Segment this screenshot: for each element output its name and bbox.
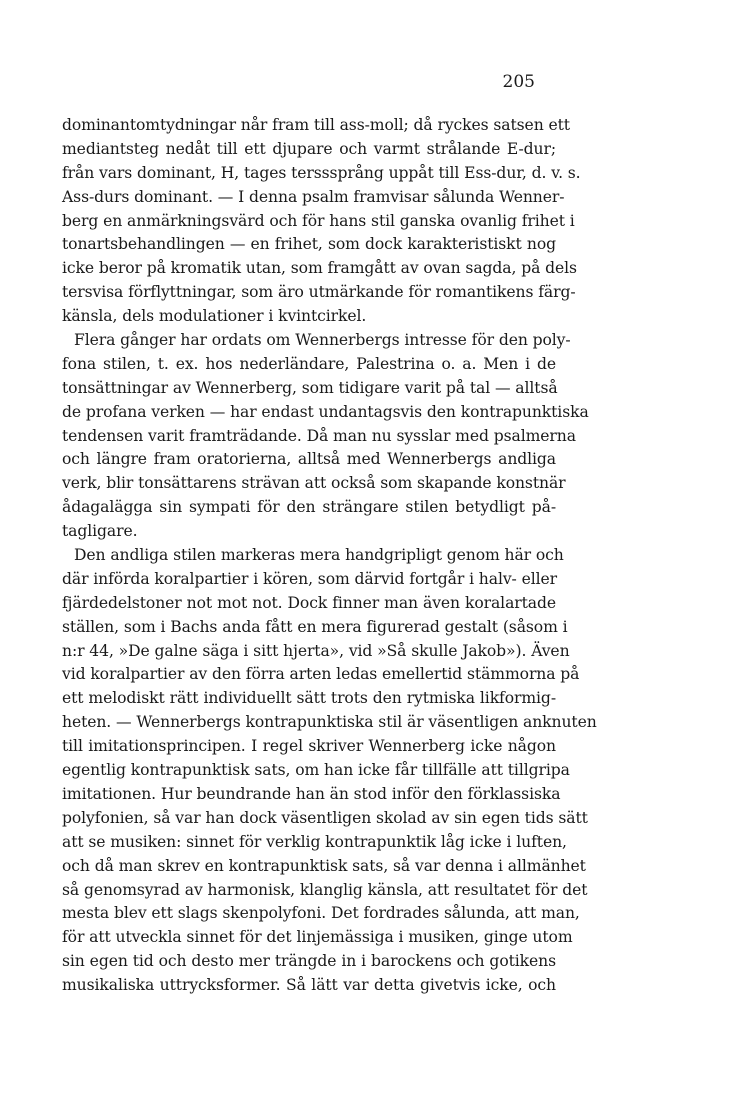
text-line: från vars dominant, H, tages tersssprång uppåt till Ess-dur, d. v. s. [62, 163, 581, 182]
text-line: Den andliga stilen markeras mera handgripligt genom här och [74, 546, 564, 565]
text-line: ådagalägga sin sympati för den strängare stilen betydligt på- [62, 498, 556, 517]
text-line: tonartsbehandlingen — en frihet, som dock karakteristiskt nog [62, 235, 556, 254]
text-line: heten. — Wennerbergs kontrapunktiska stil är väsentligen anknuten [62, 713, 597, 732]
text-line: mediantsteg nedåt till ett djupare och varmt strålande E-dur; [62, 139, 556, 158]
text-line: polyfonien, så var han dock väsentligen skolad av sin egen tids sätt [62, 808, 588, 827]
text-line: och längre fram oratorierna, alltså med Wennerbergs andliga [62, 450, 556, 469]
text-line: och då man skrev en kontrapunktisk sats, så var denna i allmänhet [62, 856, 586, 875]
text-line: ställen, som i Bachs anda fått en mera figurerad gestalt (såsom i [62, 617, 568, 636]
text-line: känsla, dels modulationer i kvintcirkel. [62, 307, 367, 326]
text-line: imitationen. Hur beundrande han än stod inför den förklassiska [62, 784, 561, 803]
body-text [62, 114, 597, 998]
text-line: där införda koralpartier i kören, som därvid fortgår i halv- eller [62, 569, 557, 588]
text-line: fona stilen, t. ex. hos nederländare, Palestrina o. a. Men i de [62, 354, 556, 373]
text-line: mesta blev ett slags skenpolyfoni. Det fordrades sålunda, att man, [62, 904, 580, 923]
text-line: för att utveckla sinnet för det linjemässiga i musiken, ginge utom [62, 928, 573, 947]
text-line: musikaliska uttrycksformer. Så lätt var detta givetvis icke, och [62, 976, 556, 995]
text-line: berg en anmärkningsvärd och för hans stil ganska ovanlig frihet i [62, 211, 575, 230]
text-line: Flera gånger har ordats om Wennerbergs intresse för den poly- [74, 331, 571, 350]
page-number: 205 [502, 72, 535, 92]
text-line: icke beror på kromatik utan, som framgått av ovan sagda, på dels [62, 259, 577, 278]
text-line: ett melodiskt rätt individuellt sätt trots den rytmiska likformig- [62, 689, 556, 708]
text-line: sin egen tid och desto mer trängde in i barockens och gotikens [62, 952, 556, 971]
text-line: fjärdedelstoner not mot not. Dock finner man även koralartade [62, 593, 556, 612]
text-line: vid koralpartier av den förra arten ledas emellertid stämmorna på [62, 665, 580, 684]
text-line: n:r 44, »De galne säga i sitt hjerta», vid »Så skulle Jakob»). Även [62, 641, 570, 660]
text-line: tendensen varit framträdande. Då man nu sysslar med psalmerna [62, 426, 576, 445]
text-line: egentlig kontrapunktisk sats, om han icke får tillfälle att tillgripa [62, 761, 570, 780]
text-line: de profana verken — har endast undantagsvis den kontrapunktiska [62, 402, 589, 421]
text-line: så genomsyrad av harmonisk, klanglig känsla, att resultatet för det [62, 880, 588, 899]
text-line: dominantomtydningar når fram till ass-moll; då ryckes satsen ett [62, 116, 570, 134]
text-line: till imitationsprincipen. I regel skriver Wennerberg icke någon [62, 737, 556, 756]
text-line: tonsättningar av Wennerberg, som tidigare varit på tal — alltså [62, 378, 558, 397]
text-line: tagligare. [62, 522, 138, 541]
text-line: verk, blir tonsättarens strävan att också som skapande konstnär [62, 474, 566, 493]
text-line: att se musiken: sinnet för verklig kontrapunktik låg icke i luften, [62, 832, 567, 851]
text-line: tersvisa förflyttningar, som äro utmärkande för romantikens färg- [62, 283, 576, 302]
text-line: Ass-durs dominant. — I denna psalm framvisar sålunda Wenner- [62, 187, 565, 206]
